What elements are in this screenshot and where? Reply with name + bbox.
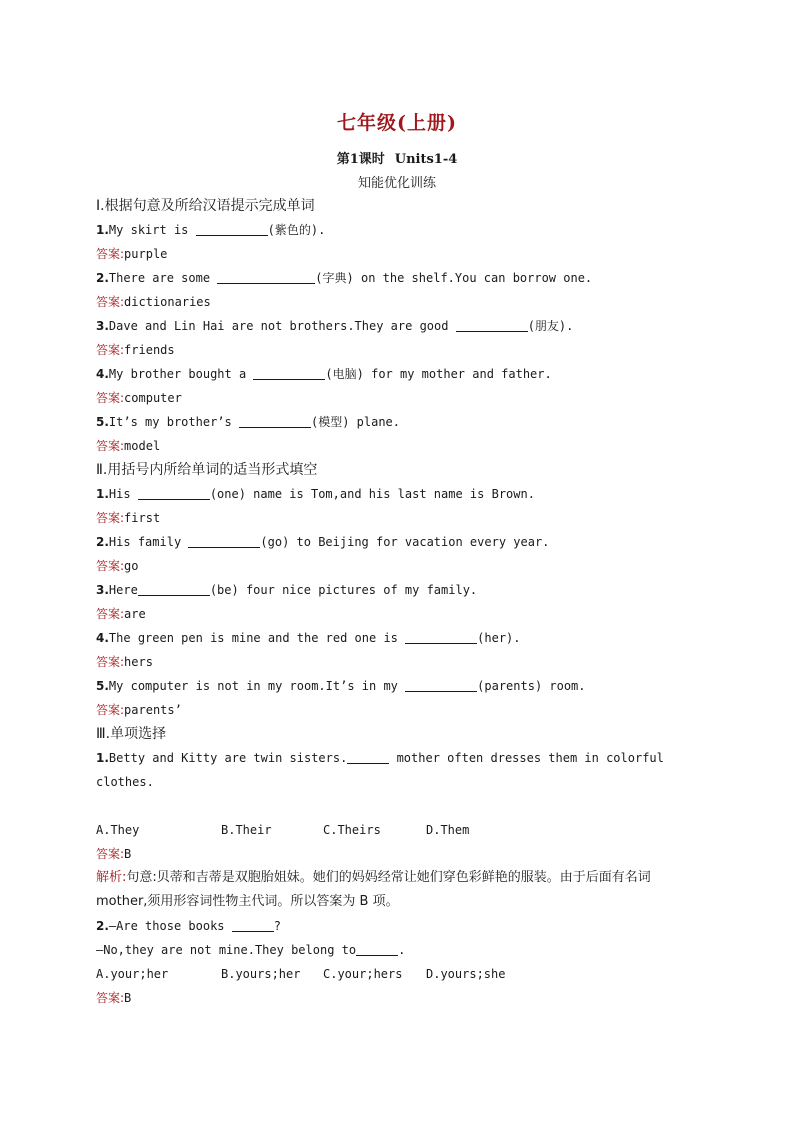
question-2-5: 5.My computer is not in my room.It’s in my (parents) room.: [96, 679, 586, 693]
option-a[interactable]: A.They: [96, 823, 140, 837]
answer-blank[interactable]: [405, 629, 477, 644]
options-3-1: [96, 818, 696, 842]
question-1-2: 2.There are some (字典) on the shelf.You can borrow one.: [96, 271, 593, 285]
question-2-1: 1.His (one) name is Tom,and his last name is Brown.: [96, 487, 535, 501]
answer-blank[interactable]: [347, 749, 389, 764]
answer-blank[interactable]: [405, 677, 477, 692]
lesson-heading: [0, 148, 794, 167]
question-2-2: 2.His family (go) to Beijing for vacation every year.: [96, 535, 550, 549]
answer-blank[interactable]: [196, 221, 268, 236]
answer-blank[interactable]: [232, 917, 274, 932]
question-1-4: 4.My brother bought a (电脑) for my mother and father.: [96, 367, 552, 381]
answer-1-2: 答案:dictionaries: [96, 295, 211, 309]
answer-blank[interactable]: [217, 269, 315, 284]
question-3-1: 1.Betty and Kitty are twin sisters. mother often dresses them in colorful: [96, 751, 664, 765]
option-d[interactable]: D.Them: [426, 823, 470, 837]
answer-1-3: 答案:friends: [96, 343, 175, 357]
exercise-content: [96, 194, 696, 1010]
answer-2-4: 答案:hers: [96, 655, 153, 669]
training-heading: 知能优化训练: [357, 176, 436, 191]
answer-1-4: 答案:computer: [96, 391, 182, 405]
option-c[interactable]: C.Theirs: [323, 823, 381, 837]
question-3-2: 2.—Are those books ?: [96, 919, 281, 933]
option-b[interactable]: B.Their: [221, 823, 272, 837]
option-c[interactable]: C.your;hers: [323, 967, 403, 981]
question-3-2-reply: —No,they are not mine.They belong to .: [96, 943, 406, 957]
question-3-1-continued: clothes.: [96, 775, 154, 789]
answer-1-1: 答案:purple: [96, 247, 168, 261]
answer-1-5: 答案:model: [96, 439, 161, 453]
lesson-label: 第1课时: [336, 152, 385, 167]
answer-3-2: 答案:B: [96, 991, 132, 1005]
section-heading-1: Ⅰ.根据句意及所给汉语提示完成单词: [96, 198, 315, 214]
answer-blank[interactable]: [239, 413, 311, 428]
options-3-2: [96, 962, 696, 986]
answer-blank[interactable]: [138, 485, 210, 500]
explanation-3-1: 解析:句意:贝蒂和吉蒂是双胞胎姐妹。她们的妈妈经常让她们穿色彩鲜艳的服装。由于后面有名词 mother,须用形容词性物主代词。所以答案为 B 项。: [96, 870, 651, 909]
answer-blank[interactable]: [138, 581, 210, 596]
spacer: [96, 794, 696, 818]
answer-2-5: 答案:parents’: [96, 703, 182, 717]
answer-blank[interactable]: [253, 365, 325, 380]
question-2-4: 4.The green pen is mine and the red one is (her).: [96, 631, 521, 645]
answer-blank[interactable]: [456, 317, 528, 332]
question-1-5: 5.It’s my brother’s (模型) plane.: [96, 415, 400, 429]
question-2-3: 3.Here (be) four nice pictures of my family.: [96, 583, 478, 597]
option-d[interactable]: D.yours;she: [426, 967, 506, 981]
units-label: Units1-4: [394, 152, 458, 167]
option-b[interactable]: B.yours;her: [221, 967, 301, 981]
answer-2-2: 答案:go: [96, 559, 139, 573]
option-a[interactable]: A.your;her: [96, 967, 169, 981]
answer-2-3: 答案:are: [96, 607, 146, 621]
question-1-3: 3.Dave and Lin Hai are not brothers.They are good (朋友).: [96, 319, 574, 333]
answer-3-1: 答案:B: [96, 847, 132, 861]
section-heading-3: Ⅲ.单项选择: [96, 726, 167, 742]
question-1-1: 1.My skirt is (紫色的).: [96, 223, 326, 237]
page-title: 七年级(上册): [337, 112, 457, 134]
answer-blank[interactable]: [356, 941, 398, 956]
answer-blank[interactable]: [188, 533, 260, 548]
answer-2-1: 答案:first: [96, 511, 161, 525]
section-heading-2: Ⅱ.用括号内所给单词的适当形式填空: [96, 462, 318, 478]
